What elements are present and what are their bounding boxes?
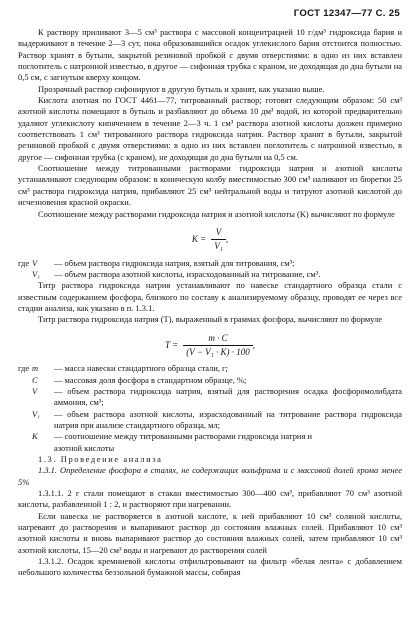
definition-prefix xyxy=(18,386,32,409)
formula-lhs: T = xyxy=(165,339,179,350)
definition-row xyxy=(18,431,402,442)
definition-text: — соотношение между титрованными растворами гидроксида натрия и xyxy=(54,431,312,442)
definition-text: — объем раствора азотной кислоты, израсходованный на титрование раствора гидроксида натрия при анализе стандартного образца, мл; xyxy=(54,408,402,430)
definition-text: — масса навески стандартного образца стали, г; xyxy=(54,363,228,374)
paragraph: Титр раствора гидроксида натрия (T), выраженный в граммах фосфора, вычисляют по формуле xyxy=(38,314,382,325)
definition-row xyxy=(18,409,402,432)
formula-t xyxy=(18,333,402,359)
definition-row xyxy=(18,375,402,386)
definition-prefix xyxy=(18,375,32,386)
formula-numerator: m · C xyxy=(208,332,228,343)
paragraph: 1.3.1.1. 2 г стали помещают в стакан вместимостью 300—400 см³, прибавляют 70 см³ азотной кислоты, разбавленной 1 : 2, и растворяют при нагревании. xyxy=(18,488,402,510)
definition-prefix xyxy=(18,269,32,280)
formula-denominator: V₁ xyxy=(211,239,226,252)
definition-symbol: K xyxy=(32,431,38,442)
definition-symbol: V xyxy=(32,385,38,396)
definition-row xyxy=(18,363,402,374)
formula-lhs: K = xyxy=(191,234,207,245)
definition-prefix: где xyxy=(18,363,30,374)
definition-symbol: V₁ xyxy=(32,408,41,419)
definition-row xyxy=(18,258,402,269)
definition-row xyxy=(18,269,402,280)
paragraph: Кислота азотная по ГОСТ 4461—77, титрованный раствор; готовят следующим образом: 50 см³ азотной кислоты помещают в бутыль и разбавляют до объема 10 дм³ водой, из которой предварительно удаляют углекислоту кипячением в течение 2—3 ч. 1 см³ раствора азотной кислоты должен примерно соответствовать 1 см³ титрованного раствора гидроксида натрия. Раствор хранят в бутыли, закрытой резиновой пробкой с двумя отверстиями: в одно из них вставлен поглотитель с натронной известью, в другое — сифонная трубка (с краном), не доходящая до дна бутыли на 0,5 см. xyxy=(18,95,402,162)
formula-numerator: V xyxy=(215,226,222,237)
definition-text: — объем раствора гидроксида натрия, взятый для титрования, см³; xyxy=(54,257,295,268)
definition-symbol: C xyxy=(32,374,38,385)
formula-tail: , xyxy=(252,339,255,350)
formula-t-definitions xyxy=(18,363,402,454)
definition-text: — объем раствора гидроксида натрия, взятый для растворения осадка фосфоромолибдата аммония, см³; xyxy=(54,385,402,408)
paragraph: 1.3.1.2. Осадок кремниевой кислоты отфильтровывают на фильтр «белая лента» с добавлением небольшого количества беззольной бумажной массы, собирая xyxy=(18,556,402,578)
page-header: ГОСТ 12347—77 С. 25 xyxy=(293,8,400,19)
paragraph: Прозрачный раствор сифонируют в другую бутыль и хранят, как указано выше. xyxy=(38,83,325,94)
definition-prefix xyxy=(18,431,32,442)
definition-text: — объем раствора азотной кислоты, израсходованный на титрование, см³. xyxy=(54,268,321,279)
paragraph: Титр раствора гидроксида натрия устанавливают по навеске стандартного образца стали с известным содержанием фосфора, близкого по составу к анализируемому образцу, проводят ее через все стадии анализа, как указано в п. 1.3.1. xyxy=(18,280,402,313)
definition-text: — массовая доля фосфора в стандартном образце, %; xyxy=(54,374,247,385)
definition-continuation: азотной кислоты xyxy=(54,442,115,453)
formula-fraction xyxy=(211,226,229,253)
definition-symbol: V xyxy=(32,257,38,268)
paragraph: К раствору приливают 3—5 см³ раствора с массовой концентрацией 10 г/дм³ гидроксида бария и выдерживают в течение 2—3 сут, пока образовавшийся осадок углекислого бария отстоится полностью. Раствор хранят в бутыли, закрытой резиновой пробкой с двумя отверстиями: в одно из них вставлен поглотитель с натронной известью, в другое — сифонная трубка с краном, не доходящая до дна бутыли на 0,5 см, с загнутым кверху концом. xyxy=(18,27,402,83)
definition-prefix: где xyxy=(18,257,30,268)
definition-row xyxy=(18,386,402,409)
formula-k-definitions xyxy=(18,258,402,281)
document-body xyxy=(18,27,402,579)
formula-denominator: (V − V₁ · K) · 100 xyxy=(183,345,253,358)
definition-symbol: m xyxy=(32,363,39,374)
formula-k xyxy=(18,227,402,253)
subsection-heading: 1.3.1. Определение фосфора в сталях, не содержащих вольфрама и с массовой долей хрома менее 5% xyxy=(18,465,402,487)
definition-prefix xyxy=(18,409,32,432)
definition-symbol: V₁ xyxy=(32,268,41,279)
paragraph: Соотношение между титрованными растворами гидроксида натрия и азотной кислоты устанавливают следующим образом: в коническую колбу вместимостью 300 см³ наливают из бюретки 25 см³ раствора гидроксида натрия, прибавляют 25 см³ нейтральной воды и титруют азотной кислотой до исчезновения красной окраски. xyxy=(18,163,402,208)
paragraph: Соотношение между растворами гидроксида натрия и азотной кислоты (K) вычисляют по формуле xyxy=(38,208,395,219)
paragraph: Если навеска не растворяется в азотной кислоте, к ней прибавляют 10 см³ соляной кислоты, нагревают до растворения и выпаривают раствор до состояния влажных солей. Прибавляют 10 см³ азотной кислоты и вновь выпаривают раствор до состояния влажных солей, затем прибавляют 10 см³ азотной кислоты, 15—20 см³ воды и нагревают до растворения солей xyxy=(18,510,402,555)
formula-fraction xyxy=(183,333,253,359)
formula-tail: , xyxy=(225,234,229,245)
section-heading: 1.3. Проведение анализа xyxy=(38,454,163,465)
